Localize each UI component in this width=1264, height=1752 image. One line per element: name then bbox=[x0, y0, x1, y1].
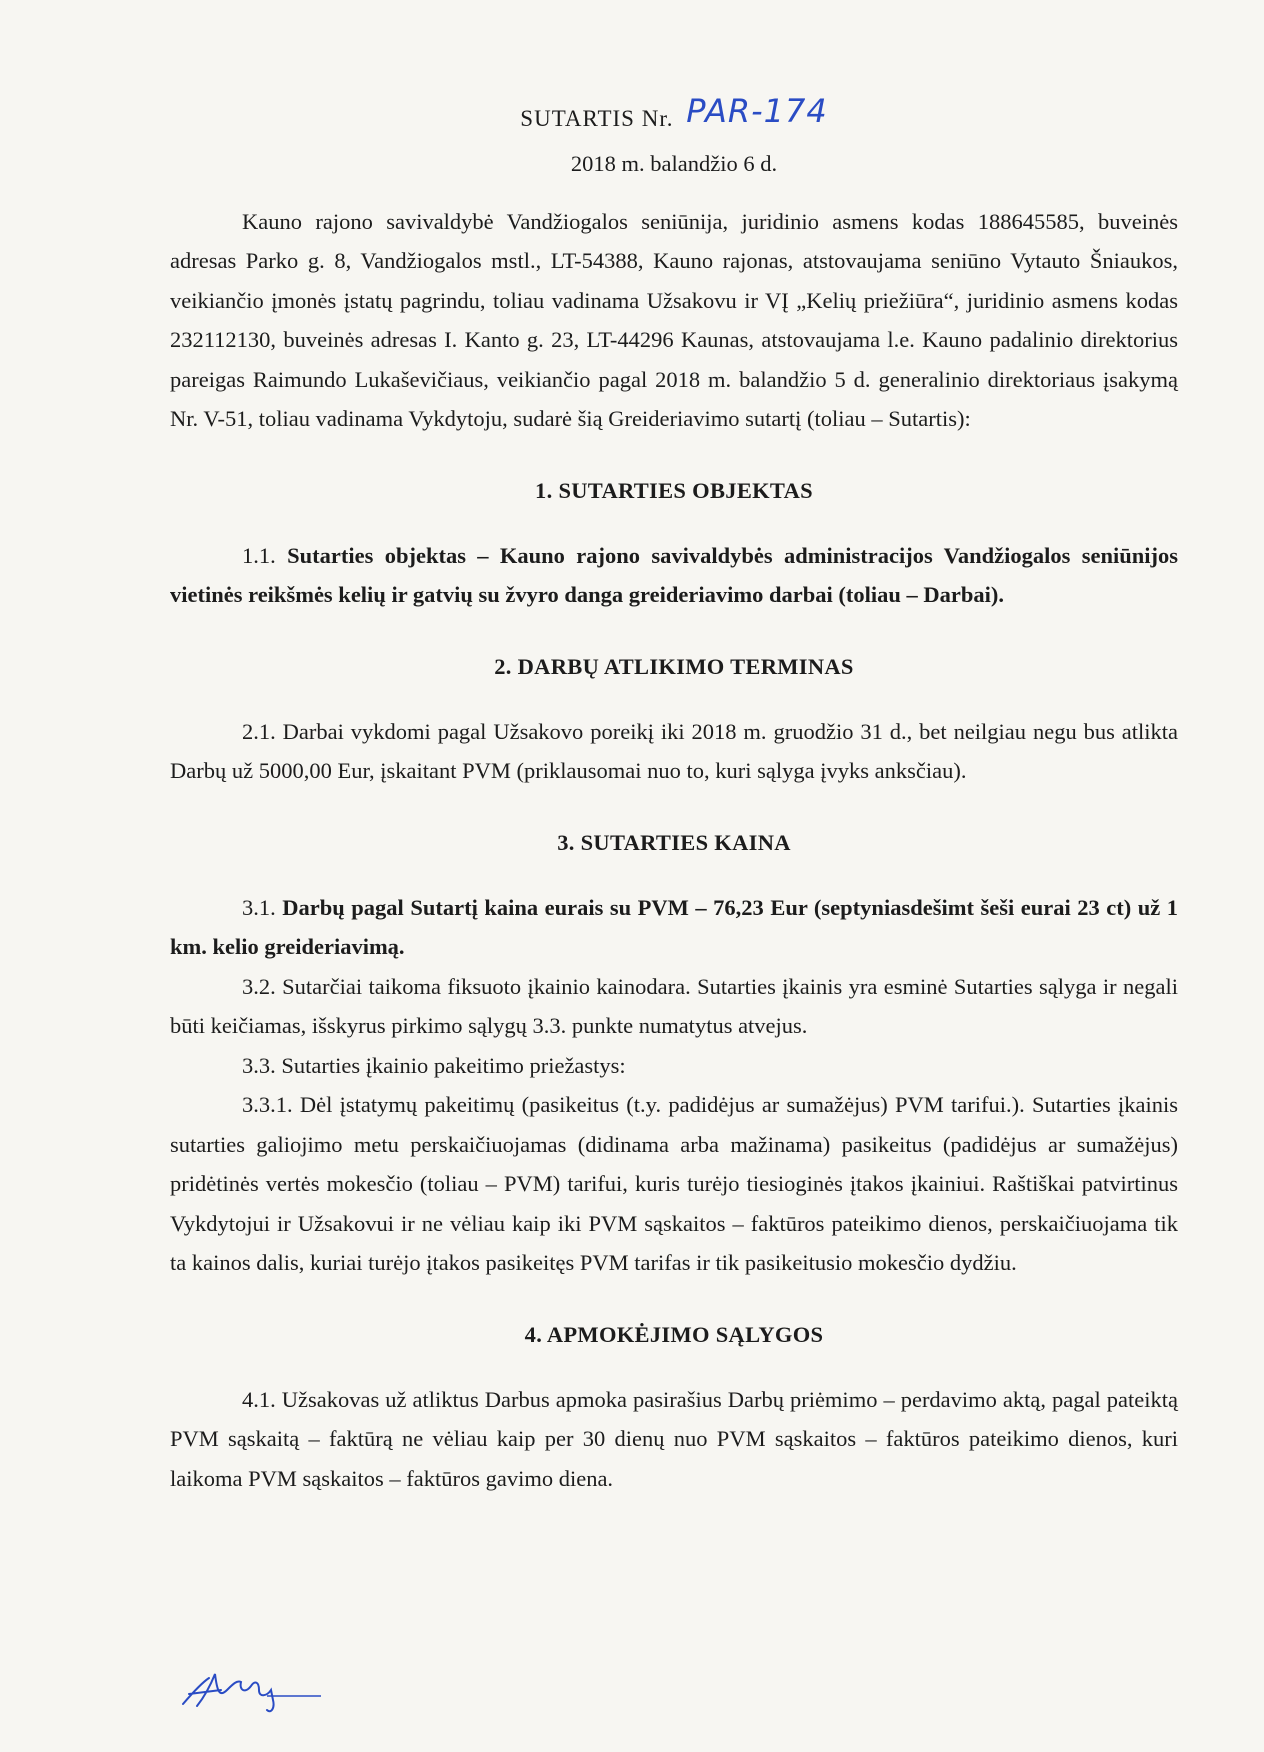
section-1-heading: 1. SUTARTIES OBJEKTAS bbox=[535, 477, 813, 503]
clause-3-3: 3.3. Sutarties įkainio pakeitimo priežastys: bbox=[242, 1052, 626, 1078]
contract-number-handwritten: PAR-174 bbox=[686, 92, 828, 130]
clause-3-2: 3.2. Sutarčiai taikoma fiksuoto įkainio kainodara. Sutarties įkainis yra esminė Sutarties sąlyga ir negali būti keičiamas, išskyrus pirkimo sąlygų 3.3. punkte numatytus atvejus. bbox=[170, 973, 1178, 1038]
clause-1-1 bbox=[170, 536, 1178, 615]
section-3-heading: 3. SUTARTIES KAINA bbox=[557, 829, 791, 855]
section-2-heading: 2. DARBŲ ATLIKIMO TERMINAS bbox=[494, 653, 854, 679]
clause-3-1-number: 3.1. bbox=[242, 894, 276, 920]
clause-4-1: 4.1. Užsakovas už atliktus Darbus apmoka pasirašius Darbų priėmimo – perdavimo aktą, pagal pateiktą PVM sąskaitą – faktūrą ne vėliau kaip per 30 dienų nuo PVM sąskaitos – faktūros pateikimo dienos, kuri laikoma PVM sąskaitos – faktūros gavimo diena. bbox=[170, 1386, 1178, 1491]
contract-date: 2018 m. balandžio 6 d. bbox=[570, 151, 778, 176]
clause-1-1-number: 1.1. bbox=[242, 542, 276, 568]
contract-title-text: SUTARTIS Nr. bbox=[520, 106, 674, 131]
contract-title bbox=[170, 86, 1178, 136]
preamble-paragraph: Kauno rajono savivaldybė Vandžiogalos seniūnija, juridinio asmens kodas 188645585, buveinės adresas Parko g. 8, Vandžiogalos mstl., LT-54388, Kauno rajonas, atstovaujama seniūno Vytauto Šniaukos, veikiančio įmonės įstatų pagrindu, toliau vadinama Užsakovu ir VĮ „Kelių priežiūra“, juridinio asmens kodas 232112130, buveinės adresas I. Kanto g. 23, LT-44296 Kaunas, atstovaujama l.e. Kauno padalinio direktorius pareigas Raimundo Lukaševičiaus, veikiančio pagal 2018 m. balandžio 5 d. generalinio direktoriaus įsakymą Nr. V-51, toliau vadinama Vykdytoju, sudarė šią Greideriavimo sutartį (toliau – Sutartis): bbox=[170, 208, 1178, 431]
section-4-heading: 4. APMOKĖJIMO SĄLYGOS bbox=[524, 1321, 824, 1347]
clause-2-1: 2.1. Darbai vykdomi pagal Užsakovo poreikį iki 2018 m. gruodžio 31 d., bet neilgiau negu bus atlikta Darbų už 5000,00 Eur, įskaitant PVM (priklausomai nuo to, kuri sąlyga įvyks anksčiau). bbox=[170, 718, 1178, 783]
clause-3-1-text: Darbų pagal Sutartį kaina eurais su PVM – 76,23 Eur (septyniasdešimt šeši eurai 23 ct) už 1 km. kelio greideriavimą. bbox=[170, 894, 1178, 959]
clause-3-3-1: 3.3.1. Dėl įstatymų pakeitimų (pasikeitus (t.y. padidėjus ar sumažėjus) PVM tarifui.). Sutarties įkainis sutarties galiojimo metu perskaičiuojamas (didinama arba mažinama) pasikeitus (padidėjus ar sumažėjus) pridėtinės vertės mokesčio (toliau – PVM) tarifui, kuris turėjo tiesioginės įtakos įkainiui. Raštiškai patvirtinus Vykdytojui ir Užsakovui ir ne vėliau kaip iki PVM sąskaitos – faktūros pateikimo dienos, perskaičiuojama tik ta kainos dalis, kuriai turėjo įtakos pasikeitęs PVM tarifas ir tik pasikeitusio mokesčio dydžiu. bbox=[170, 1092, 1178, 1275]
document-body bbox=[170, 86, 1178, 1498]
signature-image bbox=[175, 1660, 325, 1720]
clause-1-1-text: Sutarties objektas – Kauno rajono savivaldybės administracijos Vandžiogalos seniūnijos vietinės reikšmės kelių ir gatvių su žvyro danga greideriavimo darbai (toliau – Darbai). bbox=[170, 542, 1179, 607]
clause-3-1 bbox=[170, 888, 1178, 967]
